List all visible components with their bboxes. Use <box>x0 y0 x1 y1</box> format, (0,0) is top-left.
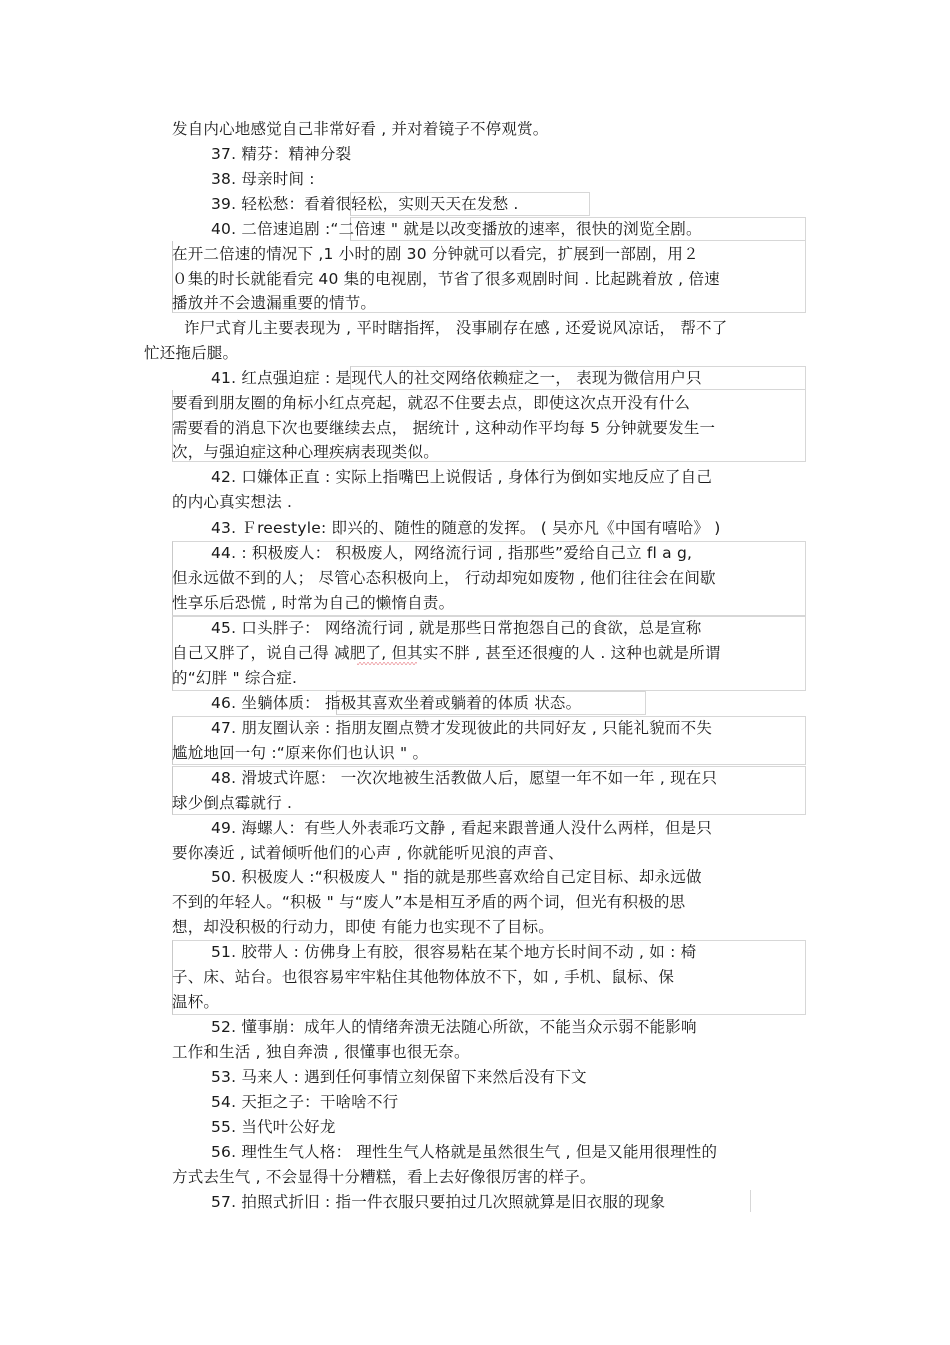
line-19: 但永远做不到的人； 尽管心态积极向上， 行动却宛如废物 , 他们往往会在间歇 <box>172 569 716 587</box>
line-12: 要看到朋友圈的角标小红点亮起，就忍不住要去点，即使这次点开没有什么 <box>172 394 691 412</box>
line-23: 的“幻胖 " 综合症. <box>172 669 298 687</box>
line-2: 37. 精芬：精神分裂 <box>211 145 352 163</box>
line-28: 球少倒点霉就行 . <box>172 794 293 812</box>
line-24: 46. 坐躺体质： 指极其喜欢坐着或躺着的体质 状态。 <box>211 694 582 712</box>
line-38: 工作和生活 , 独自奔溃 , 很懂事也很无奈。 <box>172 1043 470 1061</box>
line-22: 自己又胖了，说自己得 减肥了, 但其实不胖 , 甚至还很瘦的人 . 这种也就是所谓 <box>172 644 721 662</box>
line-44: 57. 拍照式折旧 : 指一件衣服只要拍过几次照就算是旧衣服的现象 <box>211 1193 666 1211</box>
line-9: 诈尸式育儿主要表现为 , 平时瞎指挥， 没事刷存在感 , 还爱说风凉话， 帮不了 <box>184 319 728 337</box>
line-8: 播放并不会遗漏重要的情节。 <box>172 294 377 312</box>
line-25: 47. 朋友圈认亲 : 指朋友圈点赞才发现彼此的共同好友 , 只能礼貌而不失 <box>211 719 713 737</box>
line-41: 55. 当代叶公好龙 <box>211 1118 336 1136</box>
line-5: 40. 二倍速追剧 :“二倍速 " 就是以改变播放的速率，很快的浏览全剧。 <box>211 220 702 238</box>
line-31: 50. 积极废人 :“积极废人 " 指的就是那些喜欢给自己定目标、却永远做 <box>211 868 702 886</box>
line-42: 56. 理性生气人格： 理性生气人格就是虽然很生气 , 但是又能用很理性的 <box>211 1143 718 1161</box>
line-15: 42. 口嫌体正直 : 实际上指嘴巴上说假话 , 身体行为倒如实地反应了自己 <box>211 468 713 486</box>
line-30: 要你凑近 , 试着倾听他们的心声 , 你就能听见浪的声音、 <box>172 844 564 862</box>
line-36: 温杯。 <box>172 993 220 1011</box>
line-11: 41. 红点强迫症 : 是现代人的社交网络依赖症之一， 表现为微信用户只 <box>211 369 702 387</box>
line-14: 次，与强迫症这种心理疾病表现类似。 <box>172 443 439 461</box>
line-1: 发自内心地感觉自己非常好看 , 并对着镜子不停观赏。 <box>172 120 549 138</box>
line-26: 尴尬地回一句 :“原来你们也认识 " 。 <box>172 744 429 762</box>
line-13: 需要看的消息下次也要继续去点， 据统计 , 这种动作平均每 5 分钟就要发生一 <box>172 419 716 437</box>
line-37: 52. 懂事崩：成年人的情绪奔溃无法随心所欲，不能当众示弱不能影响 <box>211 1018 697 1036</box>
line-40: 54. 天拒之子：干啥啥不行 <box>211 1093 399 1111</box>
line-16: 的内心真实想法 . <box>172 493 293 511</box>
line-27: 48. 滑坡式许愿： 一次次地被生活教做人后，愿望一年不如一年 , 现在只 <box>211 769 718 787</box>
line-35: 子、床、站台。也很容易牢牢粘住其他物体放不下，如 , 手机、鼠标、保 <box>172 968 675 986</box>
line-7: ０集的时长就能看完 40 集的电视剧，节省了很多观剧时间 . 比起跳着放 , 倍速 <box>172 270 720 288</box>
line-39: 53. 马来人 : 遇到任何事情立刻保留下来然后没有下文 <box>211 1068 587 1086</box>
line-17: 43. Ｆreestyle: 即兴的、随性的随意的发挥。 ( 吴亦凡《中国有嘻哈》 ) <box>211 519 721 537</box>
line-4: 39. 轻松愁：看着很轻松，实则天天在发愁 . <box>211 195 519 213</box>
line-20: 性享乐后恐慌 , 时常为自己的懒惰自责。 <box>172 594 455 612</box>
line-33: 想，却没积极的行动力，即使 有能力也实现不了目标。 <box>172 918 554 936</box>
line-21: 45. 口头胖子： 网络流行词 , 就是那些日常抱怨自己的食欲，总是宣称 <box>211 619 702 637</box>
line-32: 不到的年轻人。“积极 " 与“废人”本是相互矛盾的两个词，但光有积极的思 <box>172 893 686 911</box>
line-29: 49. 海螺人：有些人外表乖巧文静 , 看起来跟普通人没什么两样，但是只 <box>211 819 713 837</box>
line-3: 38. 母亲时间 : <box>211 170 315 188</box>
line-6: 在开二倍速的情况下 ,1 小时的剧 30 分钟就可以看完，扩展到一部剧，用２ <box>172 245 699 263</box>
line-10: 忙还拖后腿。 <box>144 344 239 362</box>
line-43: 方式去生气 , 不会显得十分糟糕，看上去好像很厉害的样子。 <box>172 1168 596 1186</box>
line-18: 44. : 积极废人： 积极废人，网络流行词 , 指那些”爱给自己立 fl a g, <box>211 544 693 562</box>
line-34: 51. 胶带人 : 仿佛身上有胶，很容易粘在某个地方长时间不动 , 如 : 椅 <box>211 943 697 961</box>
